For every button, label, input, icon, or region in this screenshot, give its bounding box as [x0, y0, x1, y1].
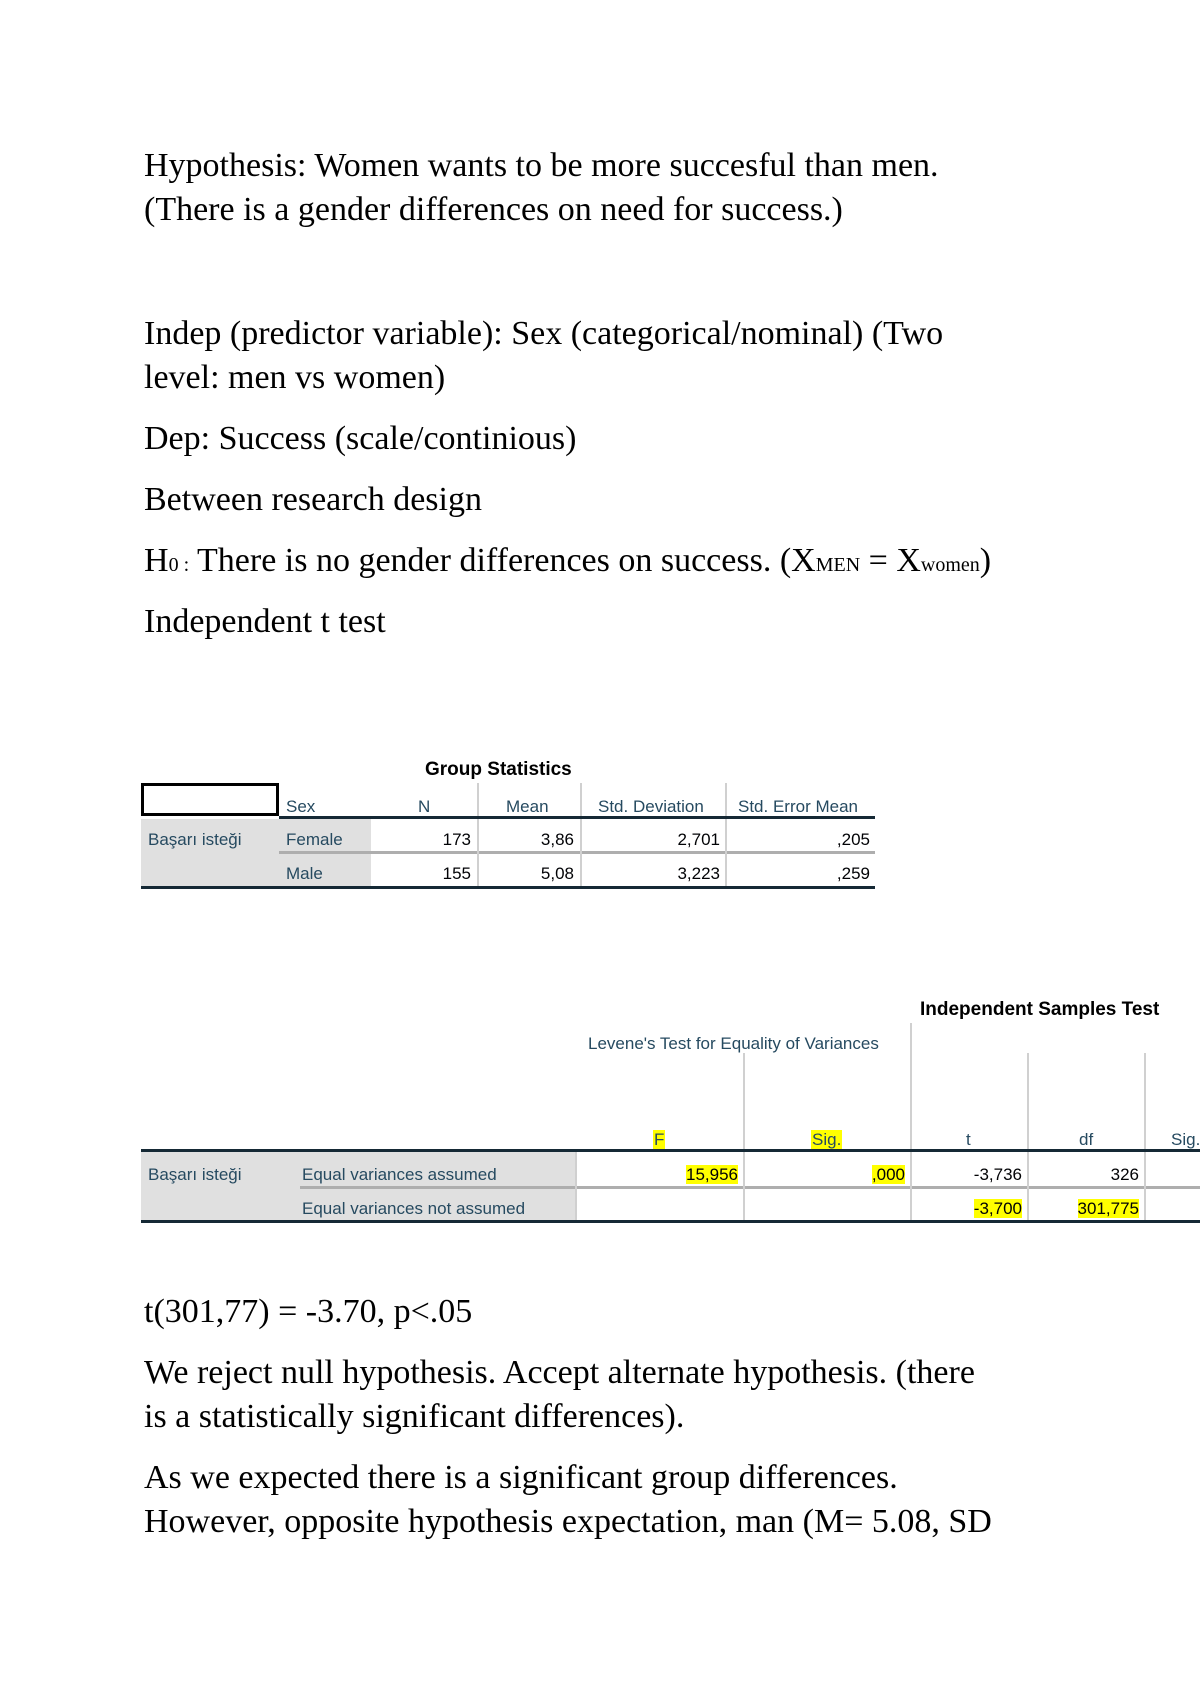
cell-std-error-mean: ,205 — [836, 830, 870, 849]
indep-line-2: level: men vs women) — [144, 359, 446, 396]
header-levene-sig: Sig. — [812, 1130, 842, 1149]
corner-cell — [141, 783, 279, 816]
row-equal-variances-assumed: Equal variances assumed — [302, 1165, 497, 1184]
group-statistics-title: Group Statistics — [425, 759, 572, 780]
null-hypothesis-line — [144, 538, 991, 588]
body-divider — [1144, 1152, 1146, 1221]
independent-samples-title: Independent Samples Test — [920, 999, 1160, 1020]
header-std-deviation: Std. Deviation — [598, 797, 704, 816]
row-rule — [300, 1186, 1200, 1189]
levene-header: Levene's Test for Equality of Variances — [588, 1034, 879, 1053]
cell-std-deviation: 3,223 — [677, 864, 720, 883]
row-equal-variances-not-assumed: Equal variances not assumed — [302, 1199, 526, 1218]
conclusion-line-1: As we expected there is a significant group differences. — [144, 1459, 898, 1496]
row-label: Başarı isteği — [148, 1165, 242, 1184]
hypothesis-line-1: Hypothesis: Women wants to be more succesful than men. — [144, 147, 939, 184]
bottom-rule — [141, 1220, 1200, 1223]
hypothesis-line-2: (There is a gender differences on need for success.) — [144, 191, 843, 228]
header-f: F — [654, 1130, 665, 1149]
header-divider — [1027, 1053, 1029, 1151]
cell-df: 301,775 — [1077, 1199, 1139, 1218]
body-divider — [910, 1152, 912, 1221]
design-line: Between research design — [144, 481, 482, 518]
cell-std-error-mean: ,259 — [836, 864, 870, 883]
bottom-rule — [141, 886, 875, 889]
row-sex-male: Male — [286, 864, 323, 883]
row-sex-female: Female — [286, 830, 343, 849]
cell-t: -3,736 — [973, 1165, 1022, 1184]
cell-mean: 5,08 — [540, 864, 574, 883]
indep-line-1: Indep (predictor variable): Sex (categorical/nominal) (Two — [144, 315, 944, 352]
cell-df: 326 — [1110, 1165, 1139, 1184]
reject-line-1: We reject null hypothesis. Accept alternate hypothesis. (there — [144, 1354, 975, 1391]
cell-t: -3,700 — [973, 1199, 1022, 1218]
dep-line: Dep: Success (scale/continious) — [144, 420, 577, 457]
cell-std-deviation: 2,701 — [677, 830, 720, 849]
header-mean: Mean — [506, 797, 549, 816]
test-line: Independent t test — [144, 603, 386, 640]
row-rule — [279, 851, 875, 854]
header-sig-2-tailed: Sig. — [1171, 1130, 1200, 1149]
h0-close: ) — [979, 542, 992, 579]
header-divider — [910, 1023, 912, 1151]
cell-f: 15,956 — [686, 1165, 738, 1184]
body-divider — [725, 819, 727, 886]
header-df: df — [1079, 1130, 1094, 1149]
h0-statement: There is no gender differences on success. (X — [189, 542, 816, 579]
header-sex: Sex — [286, 797, 316, 816]
header-divider — [477, 783, 479, 818]
reject-line-2: is a statistically significant differences). — [144, 1398, 685, 1435]
cell-n: 173 — [442, 830, 471, 849]
cell-n: 155 — [442, 864, 471, 883]
body-divider — [1027, 1152, 1029, 1221]
body-divider — [477, 819, 479, 886]
header-divider — [580, 783, 582, 818]
cell-mean: 3,86 — [540, 830, 574, 849]
h0-women-subscript: women — [920, 554, 980, 576]
body-divider — [580, 819, 582, 886]
h0-letter: H — [144, 542, 169, 579]
cell-levene-sig: ,000 — [871, 1165, 905, 1184]
header-n: N — [418, 797, 431, 816]
header-divider — [1144, 1053, 1146, 1151]
header-t: t — [966, 1130, 971, 1149]
header-std-error-mean: Std. Error Mean — [738, 797, 858, 816]
row-label: Başarı isteği — [148, 830, 242, 849]
header-divider — [725, 783, 727, 818]
body-divider — [743, 1152, 745, 1221]
conclusion-line-2: However, opposite hypothesis expectation, man (M= 5.08, SD — [144, 1503, 992, 1540]
h0-equals: = X — [860, 542, 921, 579]
result-line: t(301,77) = -3.70, p<.05 — [144, 1293, 473, 1330]
body-divider — [575, 1152, 577, 1221]
header-divider — [743, 1053, 745, 1151]
h0-men-subscript: MEN — [815, 554, 861, 576]
h0-subscript: 0 : — [168, 554, 190, 576]
